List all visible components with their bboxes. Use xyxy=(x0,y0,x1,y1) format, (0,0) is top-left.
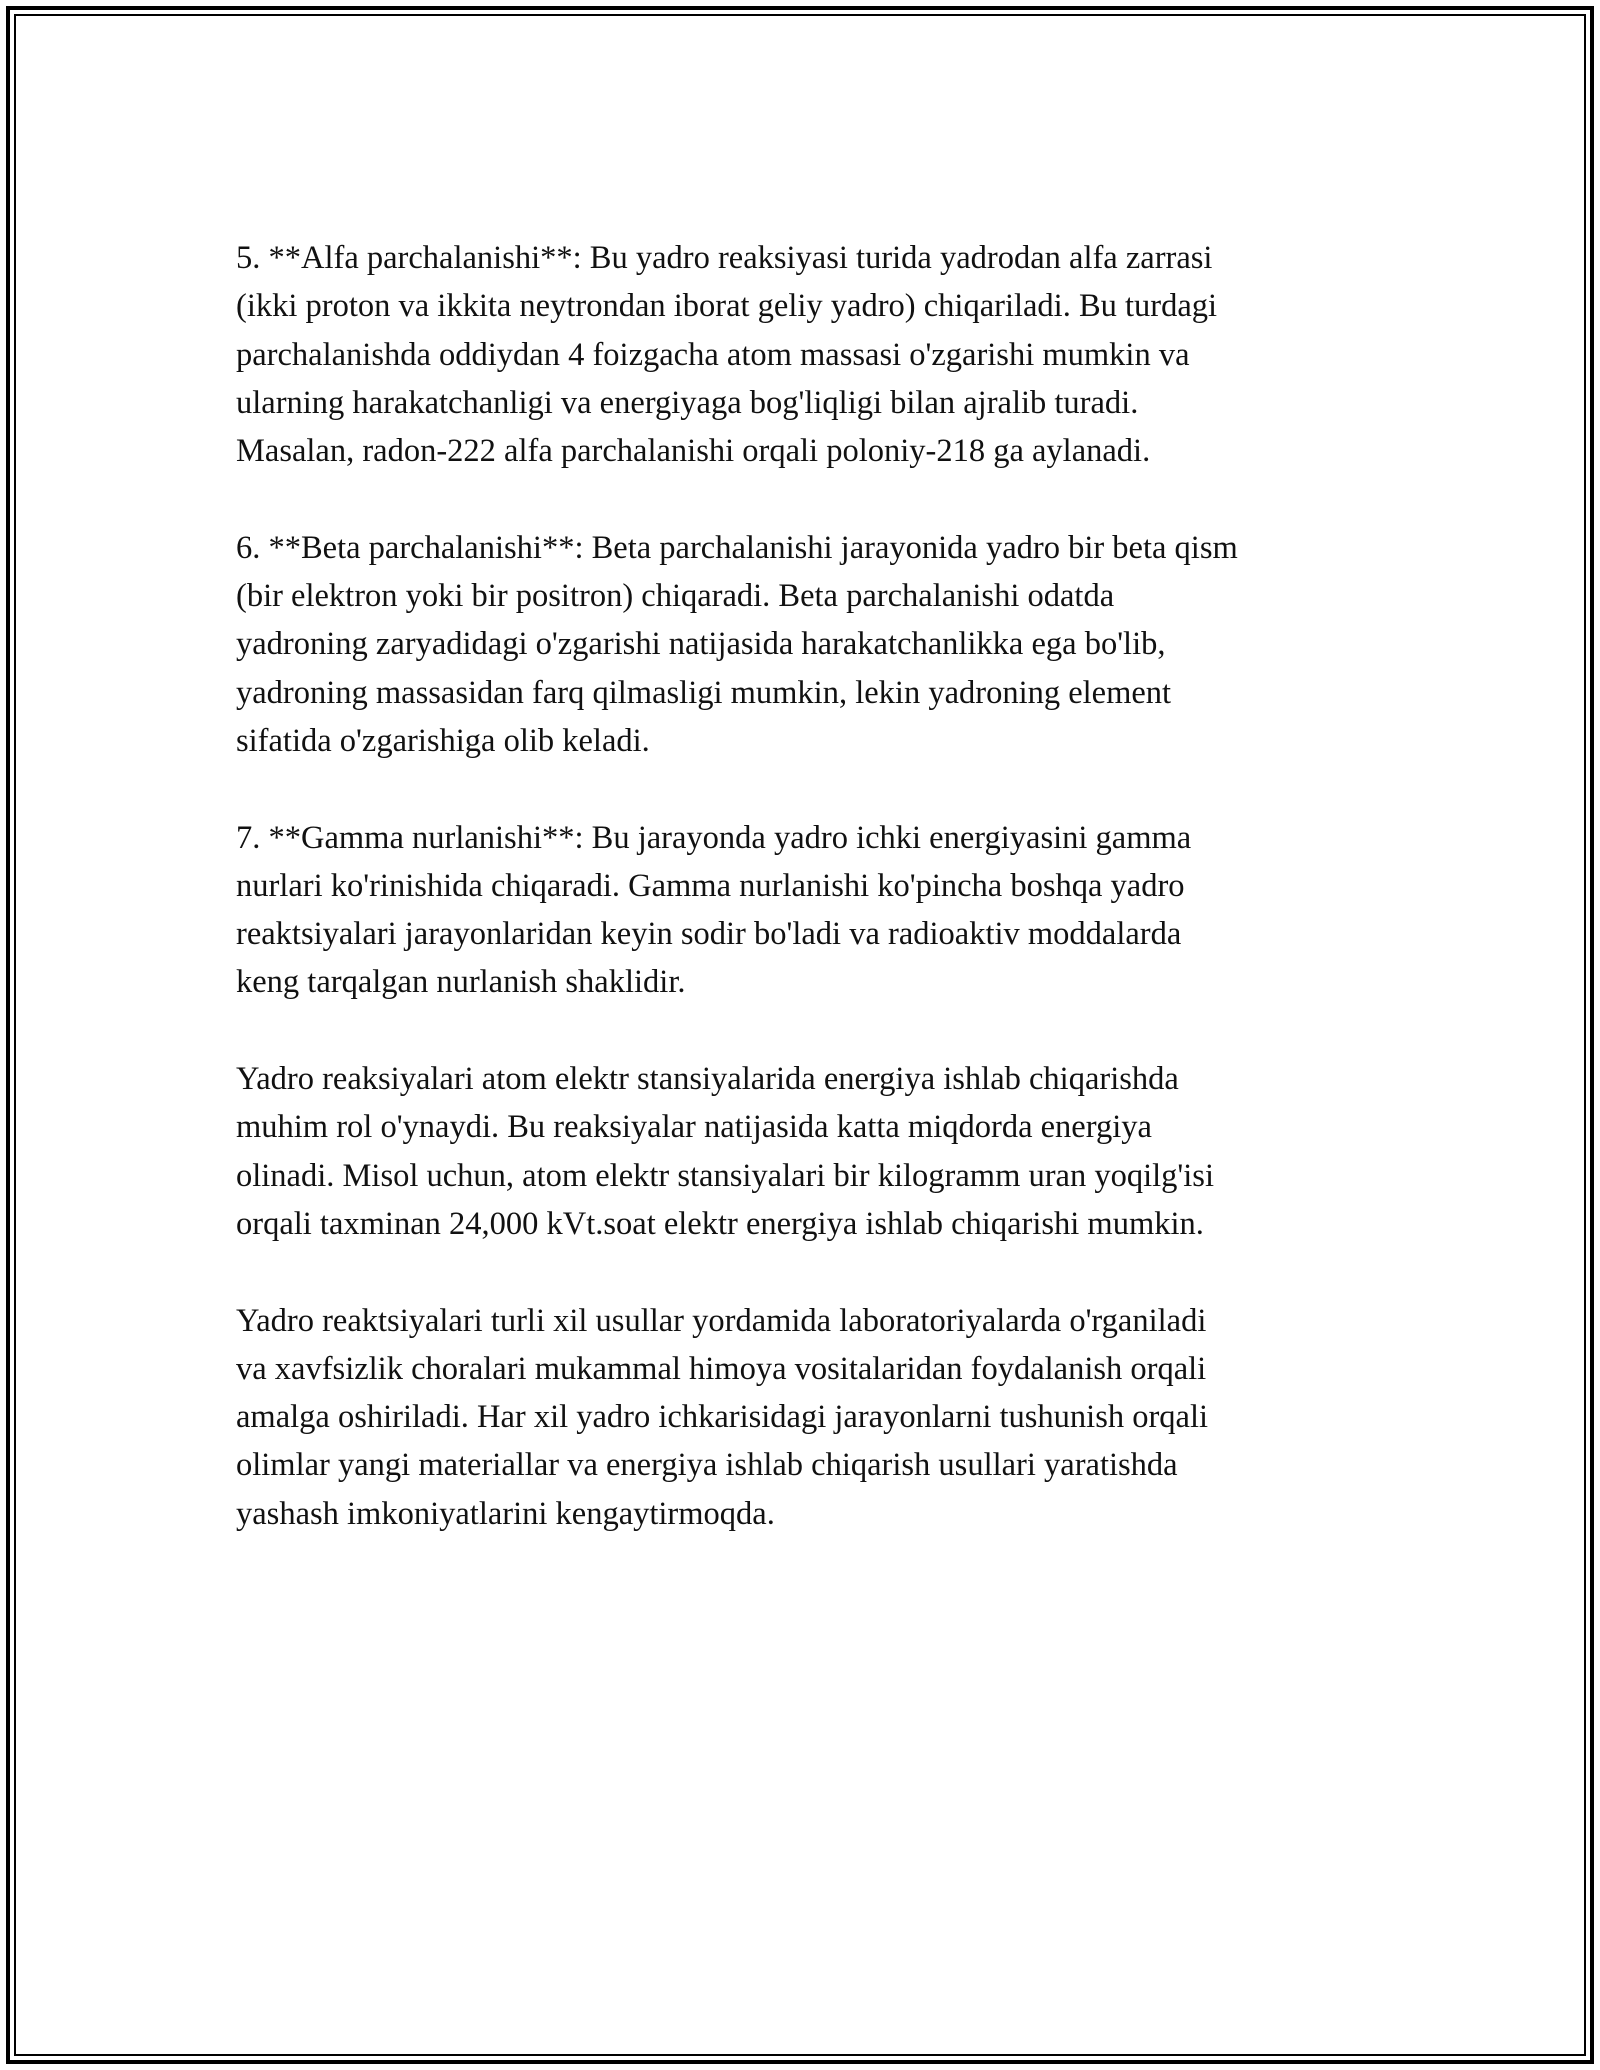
paragraph-alfa-decay: 5. **Alfa parchalanishi**: Bu yadro reaksiyasi turida yadrodan alfa zarrasi (ikki proton va ikkita neytrondan iborat geliy yadro) chiqariladi. Bu turdagi parchalanishda oddiydan 4 foizgacha atom massasi o'zgarishi mumkin va ularning harakatchanligi va energiyaga bog'liqligi bilan ajralib turadi. Masalan, radon-222 alfa parchalanishi orqali poloniy-218 ga aylanadi. xyxy=(236,240,1218,470)
paragraph-gamma-radiation: 7. **Gamma nurlanishi**: Bu jarayonda yadro ichki energiyasini gamma nurlari ko'rinishida chiqaradi. Gamma nurlanishi ko'pincha boshqa yadro reaktsiyalari jarayonlaridan keyin sodir bo'ladi va radioaktiv moddalarda keng tarqalgan nurlanish shaklidir. xyxy=(236,819,1192,1001)
document-body xyxy=(236,234,1396,1586)
paragraph-beta-decay: 6. **Beta parchalanishi**: Beta parchalanishi jarayonida yadro bir beta qism (bir elektron yoki bir positron) chiqaradi. Beta parchalanishi odatda yadroning zaryadidagi o'zgarishi natijasida harakatchanlikka ega bo'lib, yadroning massasidan farq qilmasligi mumkin, lekin yadroning element sifatida o'zgarishiga olib keladi. xyxy=(236,529,1238,759)
paragraph-laboratory-research: Yadro reaktsiyalari turli xil usullar yordamida laboratoriyalarda o'rganiladi va xavfsizlik choralari mukammal himoya vositalaridan foydalanish orqali amalga oshiriladi. Har xil yadro ichkarisidagi jarayonlarni tushunish orqali olimlar yangi materiallar va energiya ishlab chiqarish usullari yaratishda yashash imkoniyatlarini kengaytirmoqda. xyxy=(236,1302,1209,1532)
paragraph-nuclear-power: Yadro reaksiyalari atom elektr stansiyalarida energiya ishlab chiqarishda muhim rol o'ynaydi. Bu reaksiyalar natijasida katta miqdorda energiya olinadi. Misol uchun, atom elektr stansiyalari bir kilogramm uran yoqilg'isi orqali taxminan 24,000 kVt.soat elektr energiya ishlab chiqarishi mumkin. xyxy=(236,1061,1214,1242)
